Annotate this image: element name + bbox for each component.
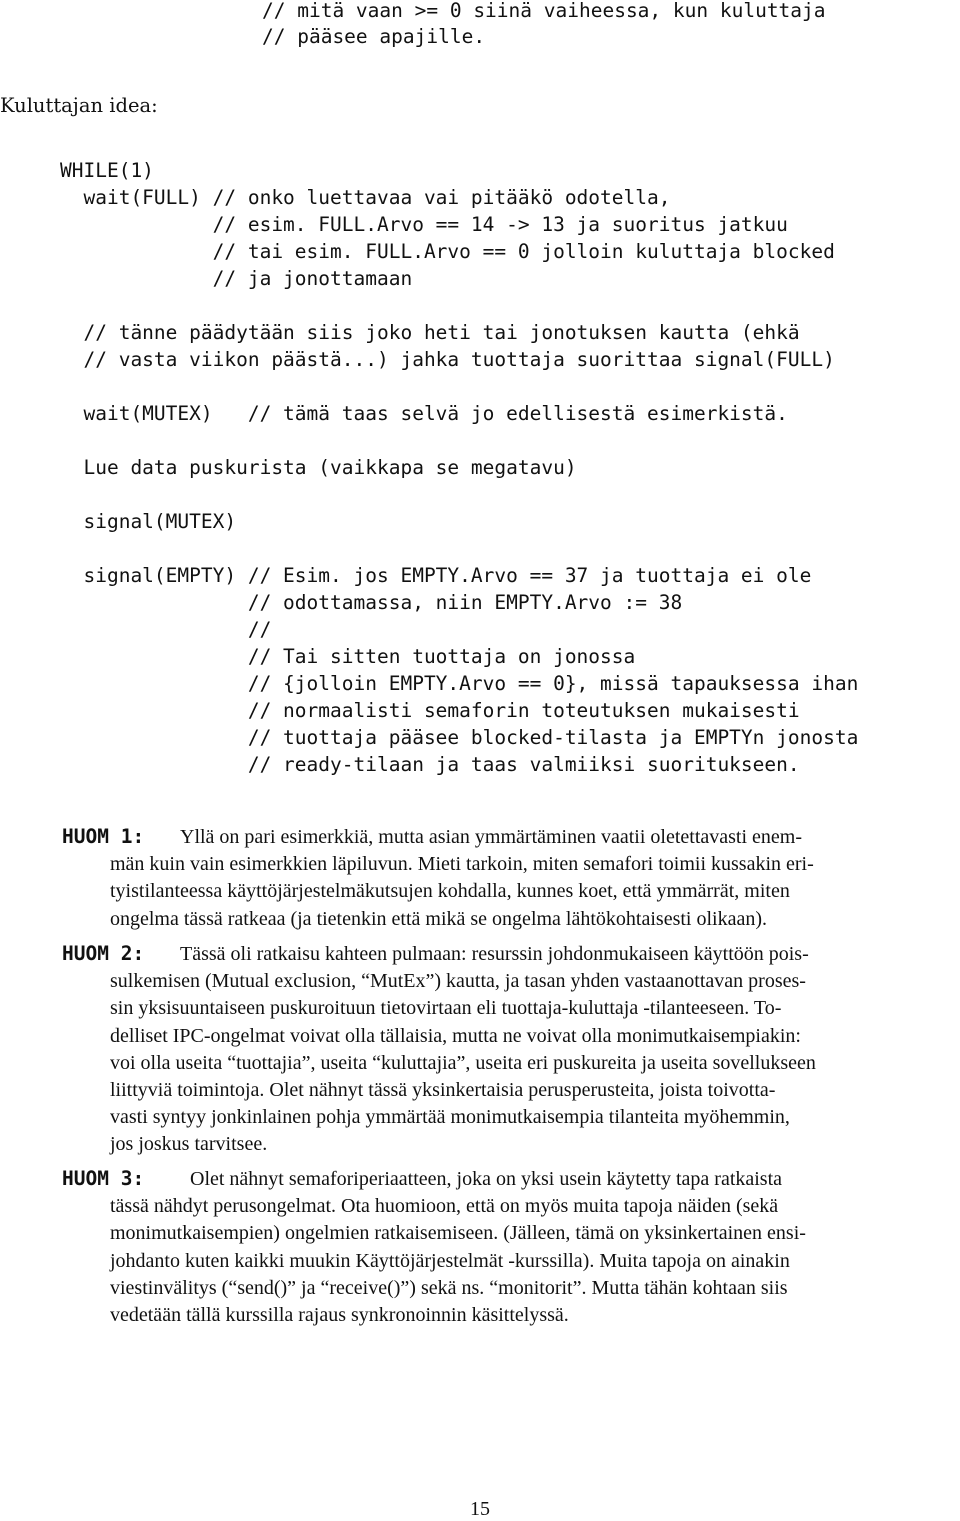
code-line: Lue data puskurista (vaikkapa se megatavu): [60, 456, 577, 479]
code-line: // pääsee apajille.: [262, 25, 486, 48]
code-line: // mitä vaan >= 0 siinä vaiheessa, kun kuluttaja: [262, 0, 826, 22]
section-heading: Kuluttajan idea:: [0, 94, 158, 117]
code-line: // tänne päädytään siis joko heti tai jonotuksen kautta (ehkä: [60, 321, 800, 344]
code-line: wait(FULL) // onko luettavaa vai pitääkö odotella,: [60, 186, 671, 209]
note-text-line: tyistilanteessa käyttöjärjestelmäkutsujen kohdalla, kunnes koet, että ymmärrät, miten: [110, 880, 790, 903]
code-line: // {jolloin EMPTY.Arvo == 0}, missä tapauksessa ihan: [60, 672, 859, 695]
code-line: // tuottaja pääsee blocked-tilasta ja EMPTYn jonosta: [60, 726, 859, 749]
note-label: HUOM 2:: [62, 942, 145, 965]
note-label: HUOM 3:: [62, 1167, 145, 1190]
note-text-line: ongelma tässä ratkeaa (ja tietenkin että mikä se ongelma lähtökohtaisesti olikaan).: [110, 907, 767, 930]
note-text-line: voi olla useita “tuottajia”, useita “kuluttajia”, useita eri puskureita ja useita sovellukseen: [110, 1051, 816, 1074]
code-line: // tai esim. FULL.Arvo == 0 jolloin kuluttaja blocked: [60, 240, 835, 263]
code-line: WHILE(1): [60, 159, 154, 182]
note-text-line: delliset IPC-ongelmat voivat olla tällaisia, mutta ne voivat olla monimutkaisempiakin:: [110, 1024, 801, 1047]
code-line: // ja jonottamaan: [60, 267, 413, 290]
note-text-line: tässä nähdyt perusongelmat. Ota huomioon, että on myös muita tapoja näiden (sekä: [110, 1195, 779, 1218]
note-text-line: vedetään tällä kurssilla rajaus synkronoinnin käsittelyssä.: [110, 1304, 569, 1326]
note-text-line: sin yksisuuntaiseen puskuroituun tietovirtaan eli tuottaja-kuluttaja -tilanteeseen. To-: [110, 997, 782, 1020]
code-line: // odottamassa, niin EMPTY.Arvo := 38: [60, 591, 683, 614]
note-text-line: liittyviä toimintoja. Olet nähnyt tässä yksinkertaisia perusperusteita, joista toivotta-: [110, 1079, 776, 1101]
code-line: //: [60, 618, 272, 641]
note-text-line: Tässä oli ratkaisu kahteen pulmaan: resurssin johdonmukaiseen käyttöön pois-: [180, 943, 809, 965]
code-line: // normaalisti semaforin toteutuksen mukaisesti: [60, 699, 800, 722]
note-text-line: Yllä on pari esimerkkiä, mutta asian ymmärtäminen vaatii oletettavasti enem-: [180, 826, 803, 848]
note-text-line: Olet nähnyt semaforiperiaatteen, joka on yksi usein käytetty tapa ratkaista: [190, 1168, 783, 1190]
note-text-line: monimutkaisempien) ongelmien ratkaisemiseen. (Jälleen, tämä on yksinkertainen ensi-: [110, 1222, 806, 1245]
code-line: // ready-tilaan ja taas valmiiksi suoritukseen.: [60, 753, 800, 776]
note-text-line: sulkemisen (Mutual exclusion, “MutEx”) kautta, ja tasan yhden vastaanottavan proses-: [110, 970, 806, 993]
note-text-line: jos joskus tarvitsee.: [110, 1133, 268, 1156]
code-line: // esim. FULL.Arvo == 14 -> 13 ja suoritus jatkuu: [60, 213, 788, 236]
note-text-line: viestinvälitys (“send()” ja “receive()”) sekä ns. “monitorit”. Mutta tähän kohtaan siis: [110, 1276, 788, 1299]
code-line: signal(EMPTY) // Esim. jos EMPTY.Arvo == 37 ja tuottaja ei ole: [60, 564, 812, 587]
code-line: signal(MUTEX): [60, 510, 237, 533]
code-line: wait(MUTEX) // tämä taas selvä jo edellisestä esimerkistä.: [60, 402, 788, 425]
note-text-line: män kuin vain esimerkkien läpiluvun. Mieti tarkoin, miten semafori toimii kussakin eri-: [110, 853, 814, 876]
code-line: // Tai sitten tuottaja on jonossa: [60, 645, 636, 668]
note-text-line: johdanto kuten kaikki muukin Käyttöjärjestelmät -kurssilla). Muita tapoja on ainakin: [110, 1249, 790, 1272]
note-text-line: vasti syntyy jonkinlainen pohja ymmärtää monimutkaisempia tilanteita myöhemmin,: [110, 1106, 790, 1129]
note-label: HUOM 1:: [62, 825, 145, 848]
page-number: 15: [470, 1498, 490, 1520]
code-line: // vasta viikon päästä...) jahka tuottaja suorittaa signal(FULL): [60, 348, 835, 371]
